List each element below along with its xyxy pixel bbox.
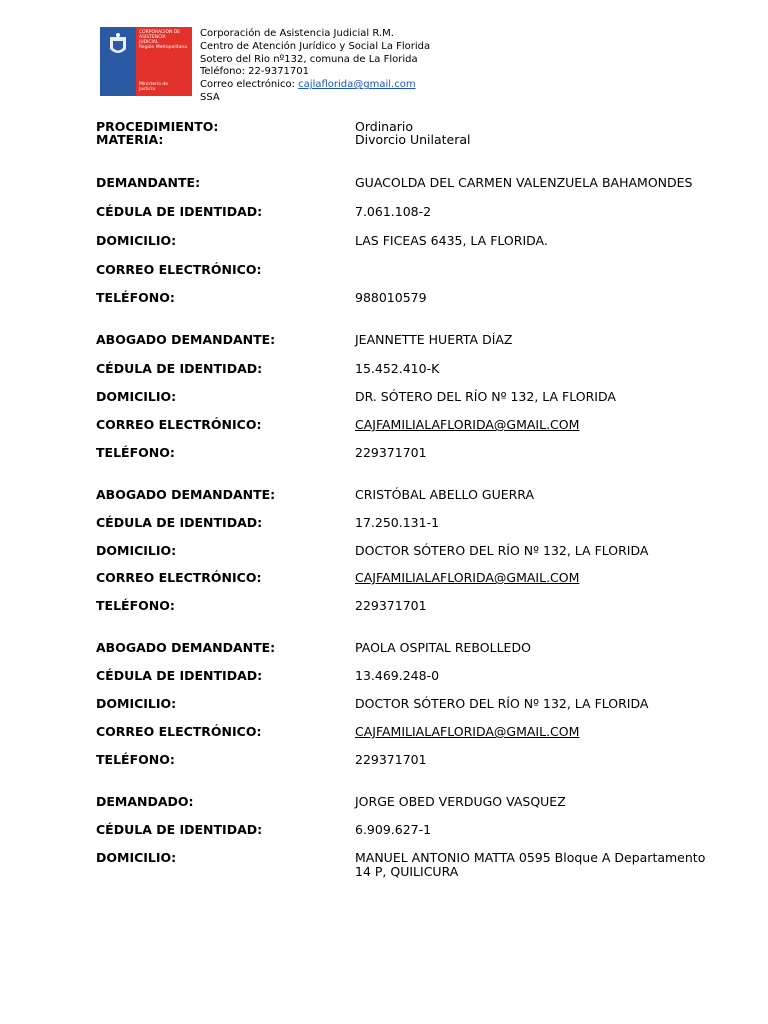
defendant-address-line1: MANUEL ANTONIO MATTA 0595 Bloque A Departamento bbox=[355, 850, 706, 865]
procedure-value: Ordinario bbox=[355, 119, 414, 134]
lawyer-id: 15.452.410-K bbox=[355, 361, 440, 376]
lawyer-address-label: DOMICILIO: bbox=[96, 696, 177, 711]
logo-text-line: Ministerio de bbox=[139, 82, 169, 87]
lawyer-email-link[interactable]: CAJFAMILIALAFLORIDA@GMAIL.COM bbox=[355, 417, 580, 432]
defendant-id-label: CÉDULA DE IDENTIDAD: bbox=[96, 822, 263, 837]
lawyer-name: PAOLA OSPITAL REBOLLEDO bbox=[355, 640, 531, 655]
defendant-address-line2: 14 P, QUILICURA bbox=[355, 864, 459, 879]
lawyer-address: DOCTOR SÓTERO DEL RÍO Nº 132, LA FLORIDA bbox=[355, 543, 649, 558]
logo-text-line: ASISTENCIA bbox=[139, 35, 166, 40]
coat-of-arms-icon bbox=[100, 27, 136, 96]
institution-logo bbox=[100, 27, 192, 96]
plaintiff-phone-label: TELÉFONO: bbox=[96, 290, 175, 305]
letterhead-email-line bbox=[200, 79, 430, 92]
lawyer-address-label: DOMICILIO: bbox=[96, 543, 177, 558]
plaintiff-phone: 988010579 bbox=[355, 290, 427, 305]
logo-text-line: Justicia bbox=[139, 87, 156, 92]
lawyer-id-label: CÉDULA DE IDENTIDAD: bbox=[96, 668, 263, 683]
lawyer-name: CRISTÓBAL ABELLO GUERRA bbox=[355, 487, 535, 502]
defendant-label: DEMANDADO: bbox=[96, 794, 194, 809]
plaintiff-id-label: CÉDULA DE IDENTIDAD: bbox=[96, 204, 263, 219]
plaintiff-id: 7.061.108-2 bbox=[355, 204, 432, 219]
email-prefix: Correo electrónico: bbox=[200, 79, 299, 91]
letterhead-line: Centro de Atención Jurídico y Social La Florida bbox=[200, 40, 431, 52]
logo-blue-panel bbox=[100, 27, 136, 96]
lawyer-label: ABOGADO DEMANDANTE: bbox=[96, 640, 276, 655]
lawyer-address-label: DOMICILIO: bbox=[96, 389, 177, 404]
plaintiff-name: GUACOLDA DEL CARMEN VALENZUELA BAHAMONDES bbox=[355, 175, 693, 190]
lawyer-phone-label: TELÉFONO: bbox=[96, 445, 175, 460]
defendant-address-label: DOMICILIO: bbox=[96, 850, 177, 865]
letterhead-ref: SSA bbox=[200, 91, 220, 103]
matter-label: MATERIA: bbox=[96, 132, 164, 147]
lawyer-id-label: CÉDULA DE IDENTIDAD: bbox=[96, 361, 263, 376]
lawyer-phone: 229371701 bbox=[355, 752, 427, 767]
lawyer-phone: 229371701 bbox=[355, 598, 427, 613]
letterhead-line: Corporación de Asistencia Judicial R.M. bbox=[200, 28, 394, 39]
lawyer-name: JEANNETTE HUERTA DÍAZ bbox=[355, 332, 513, 347]
lawyer-email-label: CORREO ELECTRÓNICO: bbox=[96, 417, 262, 432]
lawyer-email-link[interactable]: CAJFAMILIALAFLORIDA@GMAIL.COM bbox=[355, 724, 580, 739]
plaintiff-email-label: CORREO ELECTRÓNICO: bbox=[96, 262, 262, 277]
lawyer-address: DOCTOR SÓTERO DEL RÍO Nº 132, LA FLORIDA bbox=[355, 696, 649, 711]
defendant-name: JORGE OBED VERDUGO VASQUEZ bbox=[355, 794, 566, 809]
letterhead bbox=[200, 28, 430, 105]
lawyer-label: ABOGADO DEMANDANTE: bbox=[96, 487, 276, 502]
lawyer-phone-label: TELÉFONO: bbox=[96, 752, 175, 767]
lawyer-phone: 229371701 bbox=[355, 445, 427, 460]
letterhead-email-link[interactable]: cajlaflorida@gmail.com bbox=[298, 79, 416, 91]
lawyer-email-link[interactable]: CAJFAMILIALAFLORIDA@GMAIL.COM bbox=[355, 570, 580, 585]
lawyer-id: 17.250.131-1 bbox=[355, 515, 440, 530]
logo-red-panel bbox=[136, 27, 192, 96]
letterhead-line: Teléfono: 22-9371701 bbox=[200, 66, 310, 78]
lawyer-id: 13.469.248-0 bbox=[355, 668, 440, 683]
plaintiff-address: LAS FICEAS 6435, LA FLORIDA. bbox=[355, 233, 548, 248]
matter-value: Divorcio Unilateral bbox=[355, 132, 471, 147]
lawyer-email-label: CORREO ELECTRÓNICO: bbox=[96, 570, 262, 585]
logo-text-line: Región Metropolitana bbox=[139, 45, 187, 50]
lawyer-label: ABOGADO DEMANDANTE: bbox=[96, 332, 276, 347]
lawyer-address: DR. SÓTERO DEL RÍO Nº 132, LA FLORIDA bbox=[355, 389, 616, 404]
defendant-id: 6.909.627-1 bbox=[355, 822, 432, 837]
logo-text-line: JUDICIAL bbox=[139, 40, 159, 45]
lawyer-id-label: CÉDULA DE IDENTIDAD: bbox=[96, 515, 263, 530]
logo-text-line: CORPORACIÓN DE bbox=[139, 30, 181, 35]
lawyer-phone-label: TELÉFONO: bbox=[96, 598, 175, 613]
lawyer-email-label: CORREO ELECTRÓNICO: bbox=[96, 724, 262, 739]
letterhead-line: Sotero del Rio nº132, comuna de La Florida bbox=[200, 53, 418, 65]
procedure-label: PROCEDIMIENTO: bbox=[96, 119, 219, 134]
plaintiff-address-label: DOMICILIO: bbox=[96, 233, 177, 248]
plaintiff-label: DEMANDANTE: bbox=[96, 175, 201, 190]
